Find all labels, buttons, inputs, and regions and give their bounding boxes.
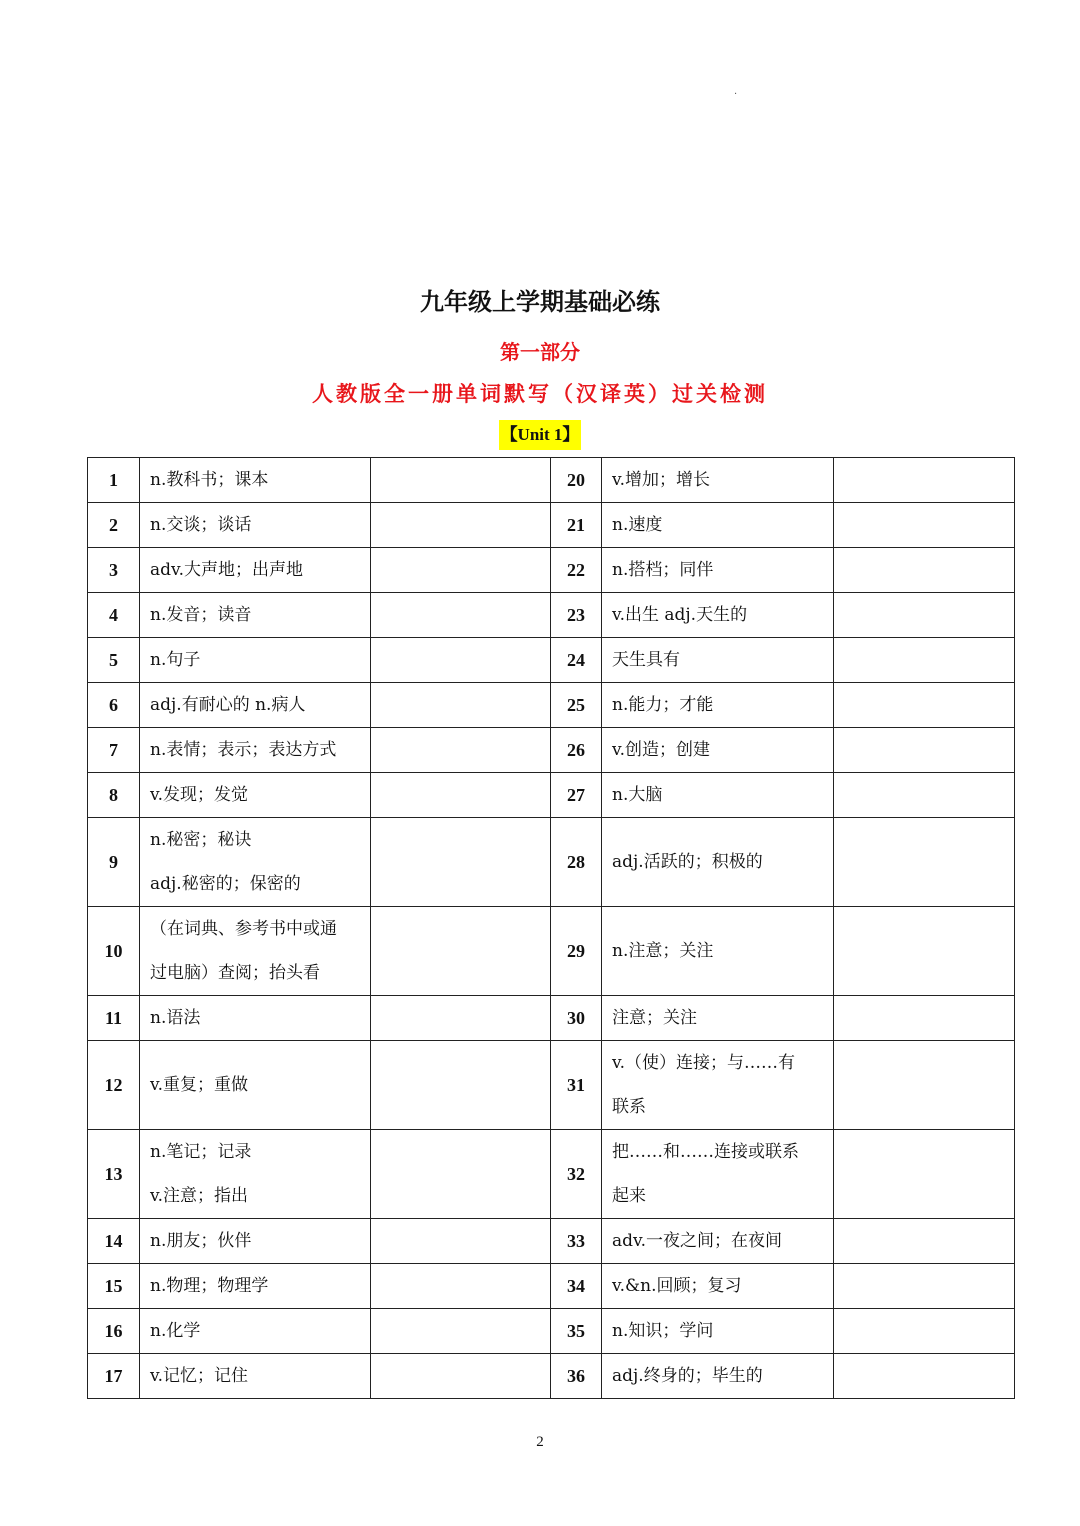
- chinese-definition: [140, 1354, 371, 1399]
- chinese-definition: [602, 1309, 834, 1354]
- definition-line: n.表情；表示；表达方式: [150, 740, 337, 760]
- table-row: [88, 503, 1015, 548]
- definition-line: adj.终身的；毕生的: [612, 1366, 763, 1386]
- item-number: 36: [551, 1354, 602, 1399]
- chinese-definition: [602, 548, 834, 593]
- answer-blank[interactable]: [371, 1219, 551, 1264]
- table-row: [88, 907, 1015, 996]
- answer-blank[interactable]: [371, 1264, 551, 1309]
- item-number: 17: [88, 1354, 140, 1399]
- definition-line: adj.秘密的；保密的: [150, 874, 301, 894]
- item-number: 23: [551, 593, 602, 638]
- item-number: 20: [551, 458, 602, 503]
- chinese-definition: [140, 728, 371, 773]
- chinese-definition: [140, 1264, 371, 1309]
- table-row: [88, 1041, 1015, 1130]
- definition-line: adj.活跃的；积极的: [612, 852, 763, 872]
- page-title: 九年级上学期基础必练: [420, 287, 660, 316]
- definition-line: adj.有耐心的 n.病人: [150, 695, 306, 715]
- table-row: [88, 1354, 1015, 1399]
- item-number: 28: [551, 818, 602, 907]
- answer-blank[interactable]: [834, 728, 1015, 773]
- answer-blank[interactable]: [371, 503, 551, 548]
- chinese-definition: [140, 548, 371, 593]
- item-number: 4: [88, 593, 140, 638]
- chinese-definition: [140, 1130, 371, 1219]
- item-number: 32: [551, 1130, 602, 1219]
- item-number: 34: [551, 1264, 602, 1309]
- item-number: 21: [551, 503, 602, 548]
- answer-blank[interactable]: [834, 1354, 1015, 1399]
- item-number: 29: [551, 907, 602, 996]
- item-number: 16: [88, 1309, 140, 1354]
- answer-blank[interactable]: [371, 1041, 551, 1130]
- chinese-definition: [602, 458, 834, 503]
- table-row: [88, 773, 1015, 818]
- definition-line: v.&n.回顾；复习: [612, 1276, 742, 1296]
- part-heading: 第一部分: [500, 340, 580, 364]
- chinese-definition: [140, 996, 371, 1041]
- corner-dot: .: [734, 86, 738, 97]
- answer-blank[interactable]: [834, 773, 1015, 818]
- table-row: [88, 1219, 1015, 1264]
- answer-blank[interactable]: [371, 728, 551, 773]
- chinese-definition: [140, 1219, 371, 1264]
- unit-label-wrap: [0, 420, 1080, 450]
- item-number: 9: [88, 818, 140, 907]
- chinese-definition: [140, 818, 371, 907]
- definition-line: n.物理；物理学: [150, 1276, 269, 1296]
- answer-blank[interactable]: [371, 1309, 551, 1354]
- chinese-definition: [602, 907, 834, 996]
- table-row: [88, 458, 1015, 503]
- item-number: 6: [88, 683, 140, 728]
- definition-line: v.（使）连接；与……有: [612, 1053, 795, 1073]
- definition-line: n.注意；关注: [612, 941, 714, 961]
- answer-blank[interactable]: [834, 1264, 1015, 1309]
- item-number: 10: [88, 907, 140, 996]
- chinese-definition: [602, 996, 834, 1041]
- definition-line: n.搭档；同伴: [612, 560, 714, 580]
- table-row: [88, 1130, 1015, 1219]
- answer-blank[interactable]: [834, 1130, 1015, 1219]
- chinese-definition: [602, 1354, 834, 1399]
- page-number: 2: [536, 1434, 544, 1450]
- item-number: 24: [551, 638, 602, 683]
- chinese-definition: [140, 503, 371, 548]
- item-number: 22: [551, 548, 602, 593]
- table-row: [88, 683, 1015, 728]
- item-number: 14: [88, 1219, 140, 1264]
- chinese-definition: [602, 503, 834, 548]
- chinese-definition: [140, 638, 371, 683]
- chinese-definition: [602, 818, 834, 907]
- answer-blank[interactable]: [834, 683, 1015, 728]
- answer-blank[interactable]: [371, 638, 551, 683]
- definition-line: v.发现；发觉: [150, 785, 248, 805]
- chinese-definition: [140, 683, 371, 728]
- definition-line: 把……和……连接或联系: [612, 1142, 799, 1162]
- definition-line: v.增加；增长: [612, 470, 710, 490]
- chinese-definition: [140, 593, 371, 638]
- answer-blank[interactable]: [834, 1219, 1015, 1264]
- chinese-definition: [140, 907, 371, 996]
- item-number: 5: [88, 638, 140, 683]
- answer-blank[interactable]: [371, 548, 551, 593]
- answer-blank[interactable]: [834, 638, 1015, 683]
- answer-blank[interactable]: [371, 773, 551, 818]
- answer-blank[interactable]: [834, 907, 1015, 996]
- answer-blank[interactable]: [834, 593, 1015, 638]
- answer-blank[interactable]: [834, 503, 1015, 548]
- section-subtitle: 人教版全一册单词默写（汉译英）过关检测: [312, 381, 768, 406]
- chinese-definition: [602, 773, 834, 818]
- answer-blank[interactable]: [371, 818, 551, 907]
- answer-blank[interactable]: [371, 1354, 551, 1399]
- chinese-definition: [140, 458, 371, 503]
- chinese-definition: [602, 1041, 834, 1130]
- table-row: [88, 1264, 1015, 1309]
- table-row: [88, 728, 1015, 773]
- vocabulary-table-body: [88, 458, 1015, 1399]
- definition-line: v.重复；重做: [150, 1075, 248, 1095]
- definition-line: 注意；关注: [612, 1008, 697, 1028]
- answer-blank[interactable]: [371, 683, 551, 728]
- answer-blank[interactable]: [834, 1309, 1015, 1354]
- chinese-definition: [140, 1041, 371, 1130]
- unit-label: 【Unit 1】: [499, 420, 582, 450]
- item-number: 1: [88, 458, 140, 503]
- table-row: [88, 818, 1015, 907]
- answer-blank[interactable]: [834, 996, 1015, 1041]
- definition-line: n.朋友；伙伴: [150, 1231, 252, 1251]
- table-row: [88, 548, 1015, 593]
- item-number: 3: [88, 548, 140, 593]
- table-row: [88, 996, 1015, 1041]
- definition-line: n.速度: [612, 515, 663, 535]
- answer-blank[interactable]: [371, 907, 551, 996]
- table-row: [88, 638, 1015, 683]
- answer-blank[interactable]: [834, 1041, 1015, 1130]
- definition-line: n.发音；读音: [150, 605, 252, 625]
- item-number: 8: [88, 773, 140, 818]
- definition-line: v.记忆；记住: [150, 1366, 248, 1386]
- definition-line: n.笔记；记录: [150, 1142, 252, 1162]
- chinese-definition: [140, 1309, 371, 1354]
- item-number: 35: [551, 1309, 602, 1354]
- answer-blank[interactable]: [371, 996, 551, 1041]
- answer-blank[interactable]: [371, 593, 551, 638]
- item-number: 27: [551, 773, 602, 818]
- definition-line: n.交谈；谈话: [150, 515, 252, 535]
- item-number: 11: [88, 996, 140, 1041]
- definition-line: v.注意；指出: [150, 1186, 248, 1206]
- definition-line: 天生具有: [612, 650, 680, 670]
- item-number: 25: [551, 683, 602, 728]
- definition-line: n.化学: [150, 1321, 201, 1341]
- item-number: 33: [551, 1219, 602, 1264]
- item-number: 26: [551, 728, 602, 773]
- table-row: [88, 1309, 1015, 1354]
- chinese-definition: [602, 638, 834, 683]
- definition-line: n.语法: [150, 1008, 201, 1028]
- vocabulary-table: [87, 457, 1015, 1399]
- item-number: 13: [88, 1130, 140, 1219]
- chinese-definition: [602, 728, 834, 773]
- answer-blank[interactable]: [371, 1130, 551, 1219]
- definition-line: adv.大声地；出声地: [150, 560, 304, 580]
- definition-line: 起来: [612, 1186, 646, 1206]
- table-row: [88, 593, 1015, 638]
- definition-line: adv.一夜之间；在夜间: [612, 1231, 783, 1251]
- item-number: 15: [88, 1264, 140, 1309]
- definition-line: v.创造；创建: [612, 740, 710, 760]
- item-number: 30: [551, 996, 602, 1041]
- item-number: 12: [88, 1041, 140, 1130]
- chinese-definition: [140, 773, 371, 818]
- definition-line: n.知识；学问: [612, 1321, 714, 1341]
- definition-line: n.教科书；课本: [150, 470, 269, 490]
- definition-line: n.能力；才能: [612, 695, 714, 715]
- answer-blank[interactable]: [371, 458, 551, 503]
- chinese-definition: [602, 593, 834, 638]
- answer-blank[interactable]: [834, 458, 1015, 503]
- definition-line: v.出生 adj.天生的: [612, 605, 748, 625]
- definition-line: 联系: [612, 1097, 646, 1117]
- chinese-definition: [602, 683, 834, 728]
- definition-line: （在词典、参考书中或通: [150, 919, 337, 939]
- item-number: 2: [88, 503, 140, 548]
- item-number: 7: [88, 728, 140, 773]
- definition-line: n.秘密；秘诀: [150, 830, 252, 850]
- definition-line: n.大脑: [612, 785, 663, 805]
- item-number: 31: [551, 1041, 602, 1130]
- chinese-definition: [602, 1264, 834, 1309]
- definition-line: 过电脑）查阅；抬头看: [150, 963, 320, 983]
- chinese-definition: [602, 1219, 834, 1264]
- definition-line: n.句子: [150, 650, 201, 670]
- answer-blank[interactable]: [834, 548, 1015, 593]
- answer-blank[interactable]: [834, 818, 1015, 907]
- chinese-definition: [602, 1130, 834, 1219]
